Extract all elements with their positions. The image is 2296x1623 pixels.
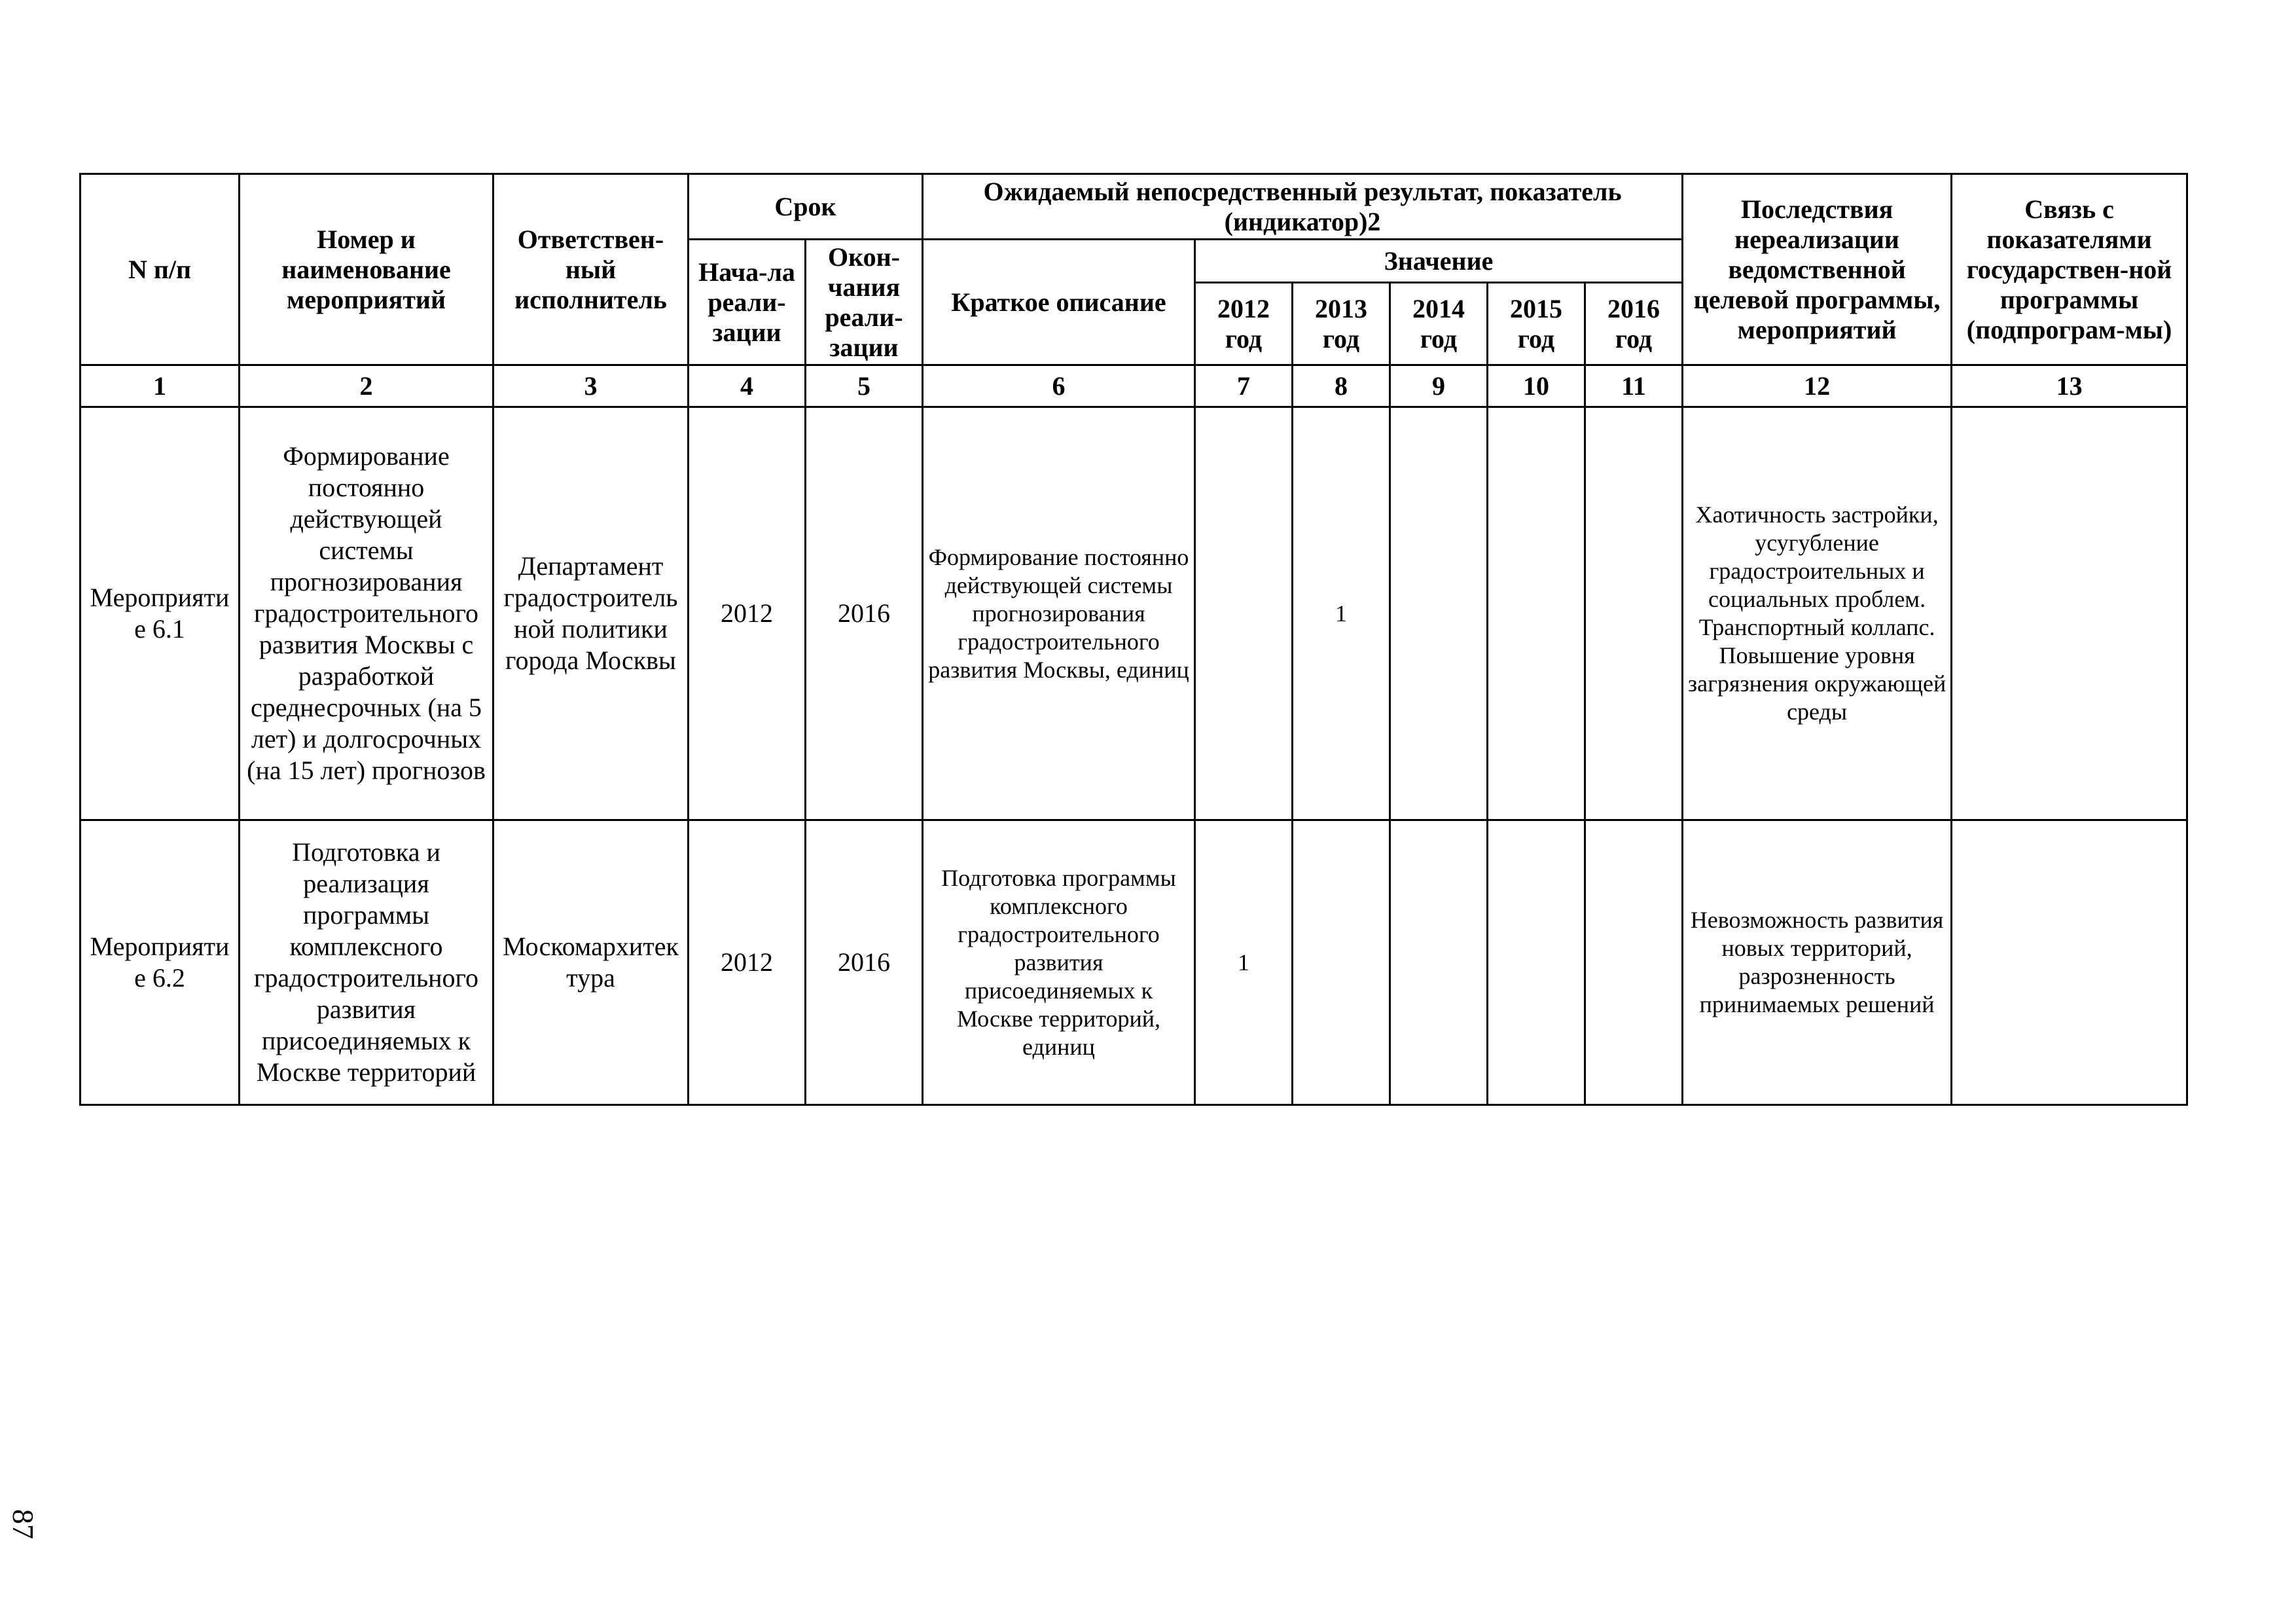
measure-value-2015 bbox=[1488, 820, 1585, 1105]
measure-name: Подготовка и реализация программы комплексного градостроительного развития присоединяемых к Москве территорий bbox=[240, 820, 493, 1105]
measure-value-2012 bbox=[1195, 407, 1293, 820]
column-number: 11 bbox=[1585, 365, 1683, 407]
header-year: 2014 год bbox=[1390, 283, 1488, 365]
measure-name: Формирование постоянно действующей системы прогнозирования градостроительного развития Москвы с разработкой среднесрочных (на 5 лет) и долгосрочных (на 15 лет) прогнозов bbox=[240, 407, 493, 820]
header-value: Значение bbox=[1195, 240, 1683, 283]
column-number: 9 bbox=[1390, 365, 1488, 407]
measure-executor: Москомархитектура bbox=[493, 820, 689, 1105]
table-row bbox=[81, 820, 2187, 1105]
measure-value-2015 bbox=[1488, 407, 1585, 820]
column-number: 13 bbox=[1952, 365, 2187, 407]
measures-table bbox=[79, 173, 2188, 1106]
header-result: Ожидаемый непосредственный результат, показатель (индикатор)2 bbox=[923, 174, 1683, 240]
header-year: 2015 год bbox=[1488, 283, 1585, 365]
header-num: N п/п bbox=[81, 174, 240, 365]
header-start: Нача-ла реали-зации bbox=[689, 240, 806, 365]
table-row bbox=[81, 407, 2187, 820]
column-number: 8 bbox=[1293, 365, 1390, 407]
measure-value-2013: 1 bbox=[1293, 407, 1390, 820]
measure-number: Мероприятие 6.1 bbox=[81, 407, 240, 820]
measure-value-2014 bbox=[1390, 407, 1488, 820]
measure-consequences: Невозможность развития новых территорий, разрозненность принимаемых решений bbox=[1683, 820, 1952, 1105]
measure-start: 2012 bbox=[689, 407, 806, 820]
column-number: 12 bbox=[1683, 365, 1952, 407]
header-year: 2012 год bbox=[1195, 283, 1293, 365]
measure-value-2016 bbox=[1585, 407, 1683, 820]
column-number: 10 bbox=[1488, 365, 1585, 407]
column-number: 3 bbox=[493, 365, 689, 407]
header-year: 2016 год bbox=[1585, 283, 1683, 365]
header-name: Номер и наименование мероприятий bbox=[240, 174, 493, 365]
page-number: 87 bbox=[7, 1509, 40, 1539]
measure-number: Мероприятие 6.2 bbox=[81, 820, 240, 1105]
measure-consequences: Хаотичность застройки, усугубление градостроительных и социальных проблем. Транспортный коллапс. Повышение уровня загрязнения окружающей среды bbox=[1683, 407, 1952, 820]
column-number: 4 bbox=[689, 365, 806, 407]
header-link: Связь с показателями государствен-ной программы (подпрограм-мы) bbox=[1952, 174, 2187, 365]
measure-end: 2016 bbox=[806, 407, 923, 820]
header-consequences: Последствия нереализации ведомственной целевой программы, мероприятий bbox=[1683, 174, 1952, 365]
measure-executor: Департамент градостроительной политики города Москвы bbox=[493, 407, 689, 820]
header-description: Краткое описание bbox=[923, 240, 1195, 365]
measure-end: 2016 bbox=[806, 820, 923, 1105]
column-number: 1 bbox=[81, 365, 240, 407]
measure-description: Формирование постоянно действующей системы прогнозирования градостроительного развития Москвы, единиц bbox=[923, 407, 1195, 820]
measure-description: Подготовка программы комплексного градостроительного развития присоединяемых к Москве территорий, единиц bbox=[923, 820, 1195, 1105]
column-number: 7 bbox=[1195, 365, 1293, 407]
measure-value-2014 bbox=[1390, 820, 1488, 1105]
column-number: 5 bbox=[806, 365, 923, 407]
measure-start: 2012 bbox=[689, 820, 806, 1105]
header-year: 2013 год bbox=[1293, 283, 1390, 365]
measure-value-2013 bbox=[1293, 820, 1390, 1105]
column-number: 6 bbox=[923, 365, 1195, 407]
header-executor: Ответствен-ный исполнитель bbox=[493, 174, 689, 365]
measure-value-2016 bbox=[1585, 820, 1683, 1105]
column-number: 2 bbox=[240, 365, 493, 407]
measure-link bbox=[1952, 820, 2187, 1105]
header-end: Окон-чания реали-зации bbox=[806, 240, 923, 365]
measure-link bbox=[1952, 407, 2187, 820]
header-term: Срок bbox=[689, 174, 923, 240]
measure-value-2012: 1 bbox=[1195, 820, 1293, 1105]
